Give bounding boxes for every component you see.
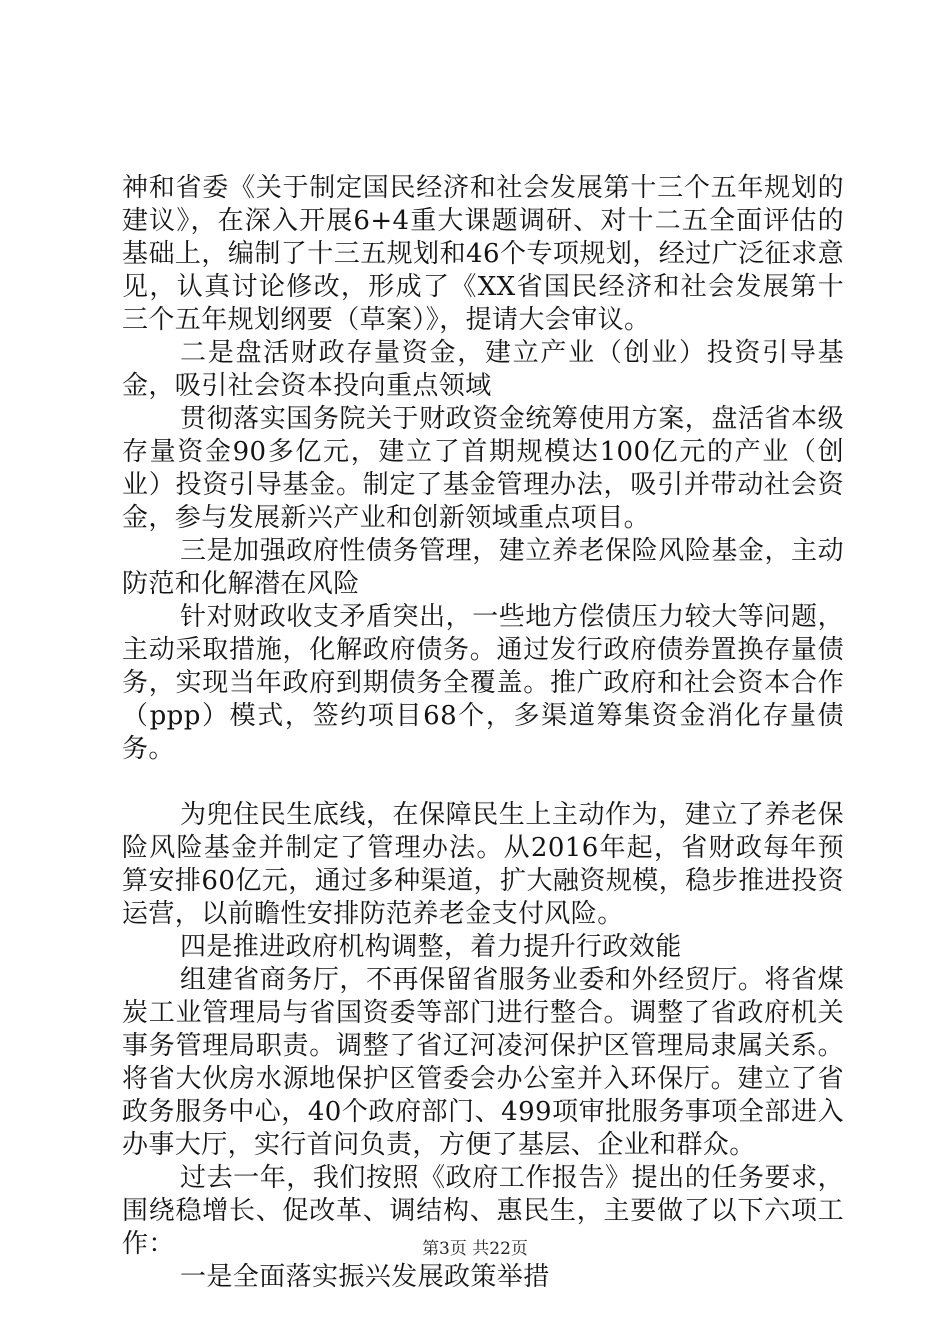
section-heading-4: 四是推进政府机构调整，着力提升行政效能 xyxy=(180,932,682,962)
paragraph: 为兜住民生底线，在保障民生上主动作为，建立了养老保险风险基金并制定了管理办法。从2016年起，省财政每年预算安排60亿元，通过多种渠道，扩大融资规模，稳步推进投资运营，以前瞻性安排防范养老金支付风险。 xyxy=(122,800,844,929)
section-heading-1: 一是全面落实振兴发展政策举措 xyxy=(180,1262,550,1292)
blank-line xyxy=(122,766,844,799)
paragraph: 贯彻落实国务院关于财政资金统筹使用方案，盘活省本级存量资金90多亿元，建立了首期规模达100亿元的产业（创业）投资引导基金。制定了基金管理办法，吸引并带动社会资金，参与发展新兴产业和创新领域重点项目。 xyxy=(122,404,844,533)
paragraph-continuation: 神和省委《关于制定国民经济和社会发展第十三个五年规划的建议》，在深入开展6+4重大课题调研、对十二五全面评估的基础上，编制了十三五规划和46个专项规划，经过广泛征求意见，认真讨论修改，形成了《XX省国民经济和社会发展第十三个五年规划纲要（草案）》，提请大会审议。 xyxy=(122,173,844,335)
section-heading-3: 三是加强政府性债务管理，建立养老保险风险基金，主动防范和化解潜在风险 xyxy=(122,536,844,599)
document-body xyxy=(122,172,844,1294)
section-heading-2: 二是盘活财政存量资金，建立产业（创业）投资引导基金，吸引社会资本投向重点领域 xyxy=(122,338,844,401)
paragraph: 针对财政收支矛盾突出，一些地方偿债压力较大等问题，主动采取措施，化解政府债务。通过发行政府债券置换存量债务，实现当年政府到期债务全覆盖。推广政府和社会资本合作（ppp）模式，签约项目68个，多渠道筹集资金消化存量债务。 xyxy=(122,602,844,764)
page-number-footer: 第3页 共22页 xyxy=(422,1239,528,1259)
paragraph: 组建省商务厅，不再保留省服务业委和外经贸厅。将省煤炭工业管理局与省国资委等部门进行整合。调整了省政府机关事务管理局职责。调整了省辽河凌河保护区管理局隶属关系。将省大伙房水源地保护区管委会办公室并入环保厅。建立了省政务服务中心，40个政府部门、499项审批服务事项全部进入办事大厅，实行首问负责，方便了基层、企业和群众。 xyxy=(122,965,844,1160)
paragraph: 过去一年，我们按照《政府工作报告》提出的任务要求，围绕稳增长、促改革、调结构、惠民生，主要做了以下六项工作： xyxy=(122,1163,844,1259)
